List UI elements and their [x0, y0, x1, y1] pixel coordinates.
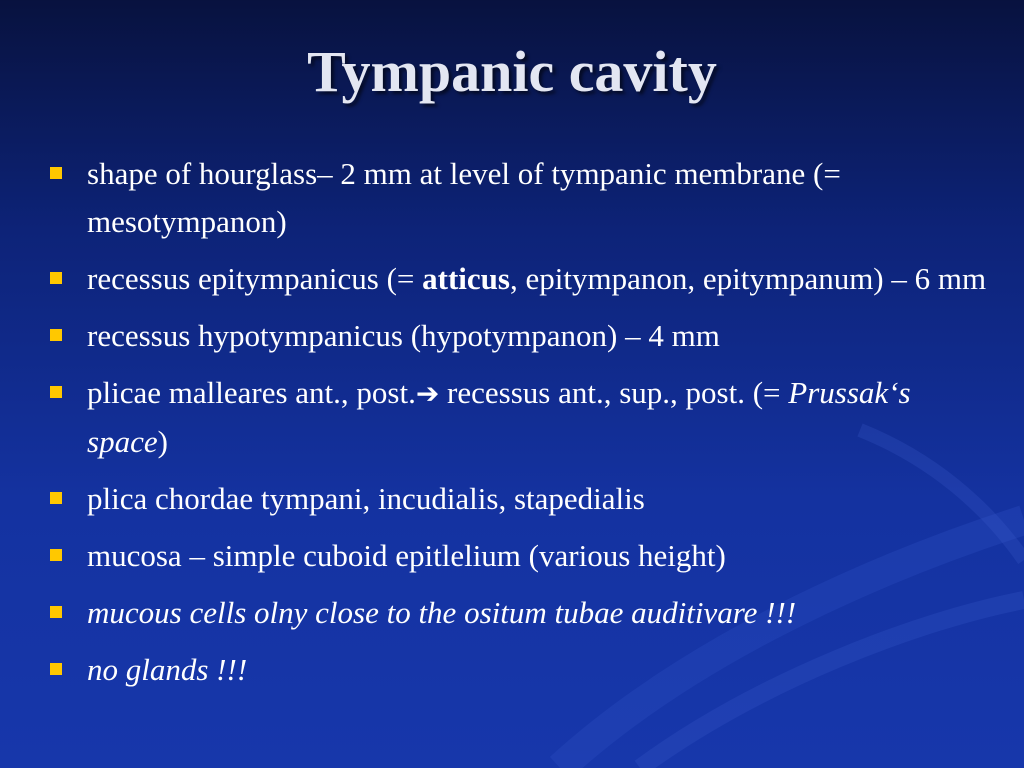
- square-bullet-icon: [50, 663, 62, 675]
- right-arrow-icon: ➔: [415, 377, 440, 410]
- bullet-item: [47, 312, 997, 360]
- square-bullet-icon: [50, 329, 62, 341]
- bullet-text: no glands !!!: [87, 652, 248, 687]
- square-bullet-icon: [50, 492, 62, 504]
- bullet-text: recessus hypotympanicus (hypotympanon) – 4 mm: [87, 318, 720, 353]
- slide-title: Tympanic cavity: [307, 39, 717, 104]
- bullet-bold-term: atticus: [422, 261, 510, 296]
- bullet-text: mucosa – simple cuboid epitlelium (various height): [87, 538, 726, 573]
- square-bullet-icon: [50, 272, 62, 284]
- bullet-text: plica chordae tympani, incudialis, stapedialis: [87, 481, 645, 516]
- bullet-item: [47, 532, 997, 580]
- square-bullet-icon: [50, 549, 62, 561]
- bullet-item: [47, 150, 997, 246]
- bullet-item: [47, 646, 997, 694]
- bullet-text: mucous cells olny close to the ositum tubae auditivare !!!: [87, 595, 797, 630]
- bullet-text-mid: recessus ant., sup., post. (=: [439, 375, 789, 410]
- bullet-item: [47, 369, 997, 466]
- bullet-text-pre: plicae malleares ant., post.: [87, 375, 416, 410]
- bullet-item: [47, 589, 997, 637]
- bullet-italic-term: Prussak‘s space: [87, 375, 911, 459]
- square-bullet-icon: [50, 606, 62, 618]
- bullet-text: shape of hourglass– 2 mm at level of tympanic membrane (= mesotympanon): [87, 156, 841, 239]
- bullet-item: [47, 255, 997, 303]
- square-bullet-icon: [50, 386, 62, 398]
- bullet-list: [47, 150, 997, 703]
- bullet-text-pre: recessus epitympanicus (=: [87, 261, 423, 296]
- bullet-text-post: , epitympanon, epitympanum) – 6 mm: [509, 261, 987, 296]
- bullet-item: [47, 475, 997, 523]
- bullet-text-post: ): [157, 424, 168, 459]
- square-bullet-icon: [50, 167, 62, 179]
